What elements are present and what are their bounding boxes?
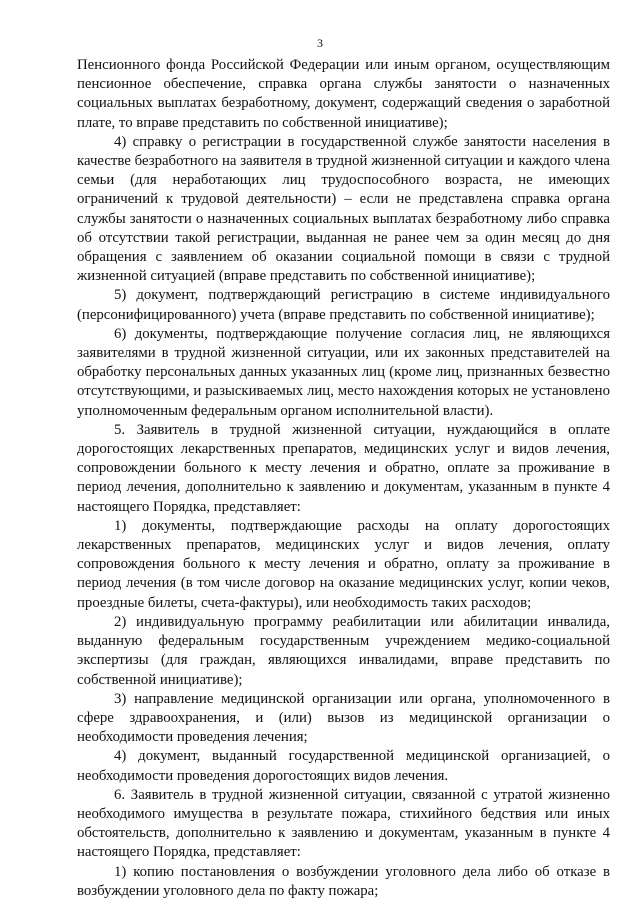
paragraph-section-5: 5. Заявитель в трудной жизненной ситуации, нуждающийся в оплате дорогостоящих лекарственных препаратов, медицинских услуг и видов лечения, сопровождении больного к месту лечения и обратно, оплате за проживание в период лечения, дополнительно к заявлению и документам, указанным в пункте 4 настоящего Порядка, представляет: — [77, 421, 610, 515]
paragraph-section-5-item-4: 4) документ, выданный государственной медицинской организацией, о необходимости проведения дорогостоящих видов лечения. — [77, 748, 610, 784]
paragraph-section-5-item-1: 1) документы, подтверждающие расходы на оплату дорогостоящих лекарственных препаратов, медицинских услуг и видов лечения, оплату сопровождения больного к месту лечения и обратно, оплату за проживание в период лечения (в том числе договор на оказание медицинских услуг, копии чеков, проездные билеты, счета-фактуры), или необходимость таких расходов; — [77, 517, 610, 611]
paragraph-section-5-item-3: 3) направление медицинской организации или органа, уполномоченного в сфере здравоохранения, и (или) вызов из медицинской организации о необходимости проведения лечения; — [77, 690, 610, 746]
paragraph-continuation: Пенсионного фонда Российской Федерации или иным органом, осуществляющим пенсионное обеспечение, справка органа службы занятости о назначенных социальных выплатах безработному, документ, содержащий сведения о заработной плате, то вправе представить по собственной инициативе); — [77, 57, 610, 131]
document-body — [77, 56, 610, 901]
paragraph-item-4: 4) справку о регистрации в государственной службе занятости населения в качестве безработного на заявителя в трудной жизненной ситуации и каждого члена семьи (для неработающих лиц трудоспособного возраста, не имеющих ограничений к трудовой деятельности) – если не представлена справка органа службы занятости о назначенных социальных выплатах безработному либо справка об отсутствии такой регистрации, выданная не ранее чем за один месяц до дня обращения с заявлением об оказании социальной помощи в связи с трудной жизненной ситуацией (вправе представить по собственной инициативе); — [77, 133, 610, 285]
paragraph-section-6: 6. Заявитель в трудной жизненной ситуации, связанной с утратой жизненно необходимого имущества в результате пожара, стихийного бедствия или иных обстоятельств, дополнительно к заявлению и документам, указанным в пункте 4 настоящего Порядка, представляет: — [77, 786, 610, 861]
paragraph-item-5: 5) документ, подтверждающий регистрацию в системе индивидуального (персонифицированного) учета (вправе представить по собственной инициативе); — [77, 287, 610, 323]
paragraph-section-6-item-1: 1) копию постановления о возбуждении уголовного дела либо об отказе в возбуждении уголовного дела по факту пожара; — [77, 863, 610, 899]
page-number: 3 — [317, 36, 323, 50]
paragraph-section-5-item-2: 2) индивидуальную программу реабилитации или абилитации инвалида, выданную федеральным государственным учреждением медико-социальной экспертизы (для граждан, являющихся инвалидами, вправе представить по собственной инициативе); — [77, 613, 610, 688]
paragraph-item-6: 6) документы, подтверждающие получение согласия лиц, не являющихся заявителями в трудной жизненной ситуации, или их законных представителей на обработку персональных данных указанных лиц (кроме лиц, признанных безвестно отсутствующими, и разыскиваемых лиц, место нахождения которых не установлено уполномоченным федеральным органом исполнительной власти). — [77, 325, 610, 419]
